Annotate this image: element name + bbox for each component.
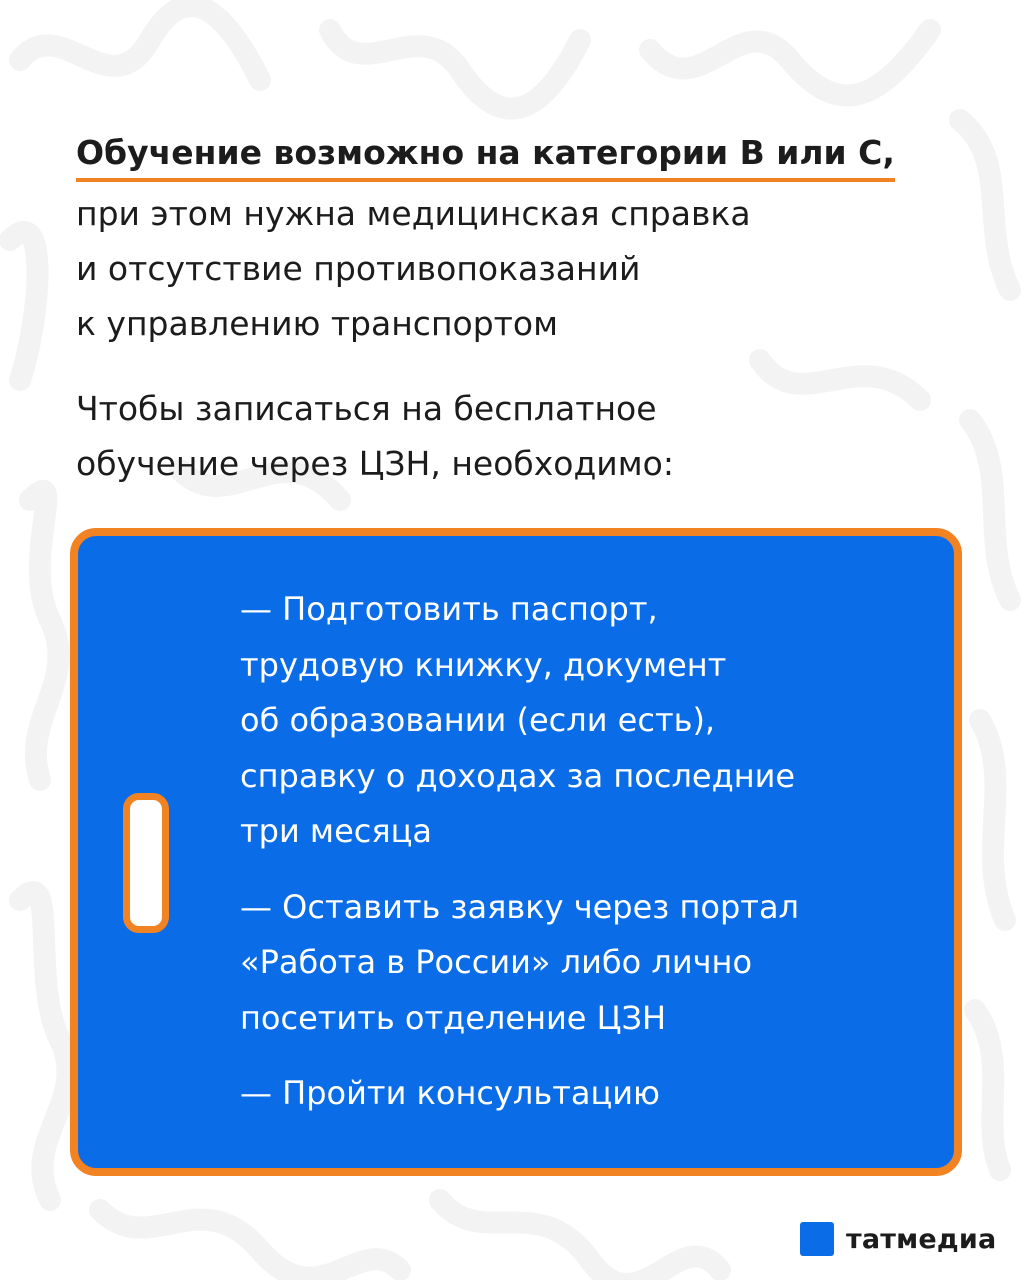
step-line: трудовую книжку, документ: [240, 645, 727, 684]
requirements-paragraph: [76, 186, 956, 351]
brand-logo: [800, 1222, 996, 1256]
steps-card: [70, 528, 962, 1176]
intro-paragraph: [76, 381, 956, 491]
steps-list: [240, 582, 940, 1122]
step-line: — Пройти консультацию: [240, 1074, 660, 1112]
step-line: три месяца: [240, 812, 432, 850]
step-line: — Оставить заявку через портал: [240, 887, 799, 926]
brand-square-icon: [800, 1222, 834, 1256]
requirements-line: при этом нужна медицинская справка: [76, 194, 751, 233]
step-line: справку о доходах за последние: [240, 756, 796, 795]
step-item: [240, 880, 940, 1047]
card-slot: [123, 793, 169, 933]
step-item: [240, 582, 940, 860]
category-highlight: Обучение возможно на категории B или C,: [76, 128, 895, 182]
requirements-line: и отсутствие противопоказаний: [76, 249, 641, 288]
step-item: [240, 1066, 940, 1122]
intro-line: Чтобы записаться на бесплатное: [76, 389, 657, 428]
text-content: [76, 128, 956, 491]
brand-name: татмедиа: [846, 1223, 997, 1255]
step-line: об образовании (если есть),: [240, 701, 716, 739]
intro-line: обучение через ЦЗН, необходимо:: [76, 444, 674, 483]
step-line: — Подготовить паспорт,: [240, 590, 658, 628]
step-line: «Работа в России» либо лично: [240, 943, 753, 981]
requirements-line: к управлению транспортом: [76, 304, 558, 343]
step-line: посетить отделение ЦЗН: [240, 998, 667, 1037]
